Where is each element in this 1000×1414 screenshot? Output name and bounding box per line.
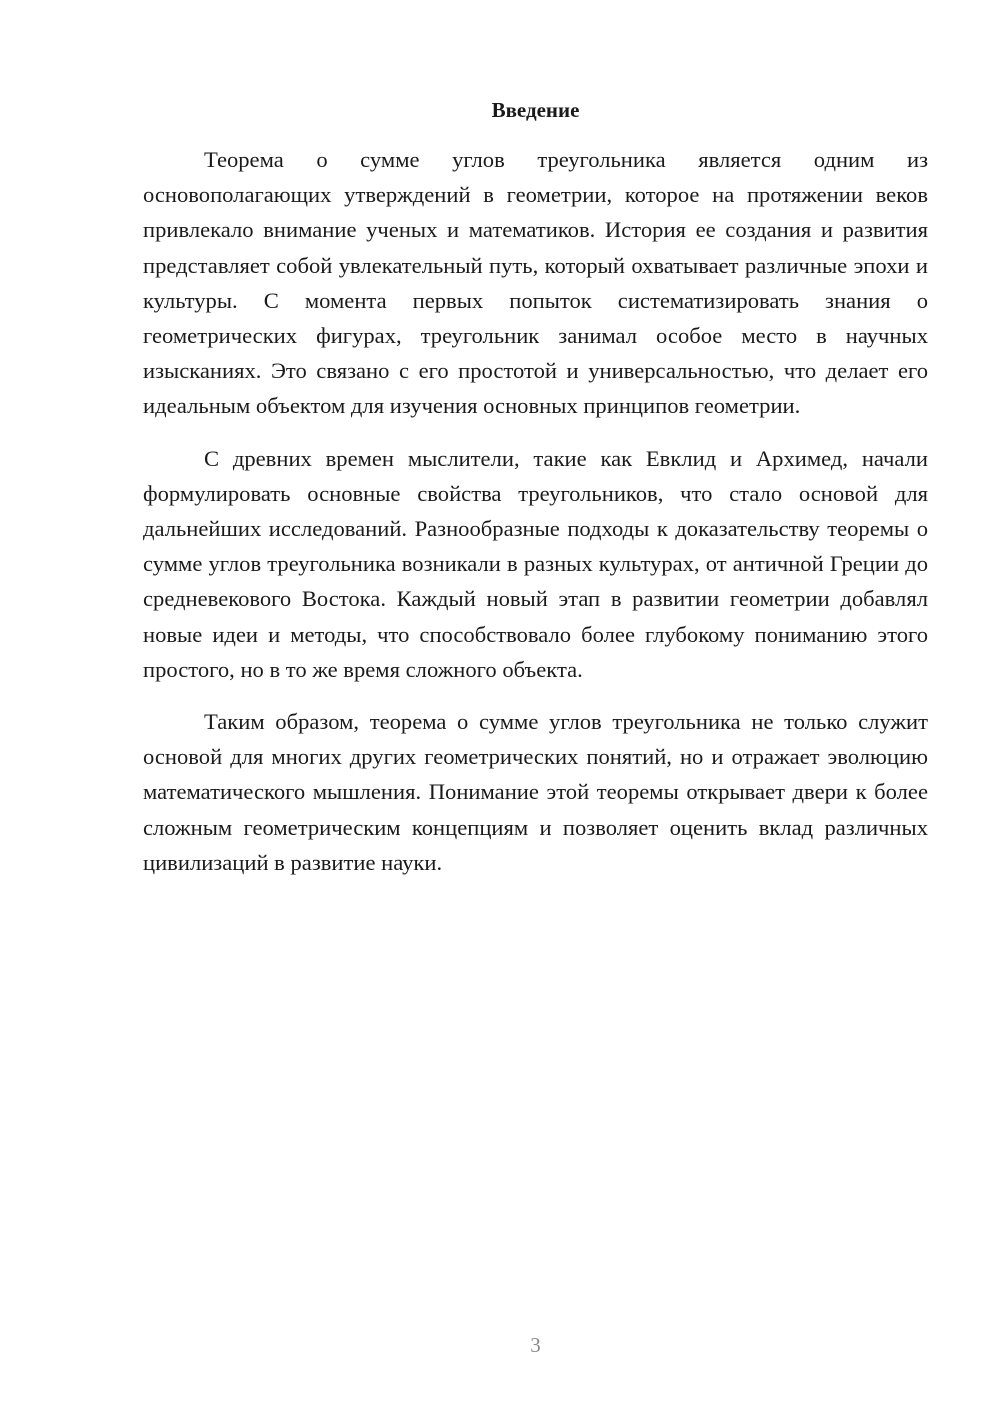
paragraph-2: С древних времен мыслители, такие как Евклид и Архимед, начали формулировать основные свойства треугольников, что стало основой для дальнейших исследований. Разнообразные подходы к доказательству теоремы о сумме углов треугольника возникали в разных культурах, от античной Греции до средневекового Востока. Каждый новый этап в развитии геометрии добавлял новые идеи и методы, что способствовало более глубокому пониманию этого простого, но в то же время сложного объекта. (143, 445, 928, 682)
paragraph-1: Теорема о сумме углов треугольника является одним из основополагающих утверждений в геометрии, которое на протяжении веков привлекало внимание ученых и математиков. История ее создания и развития представляет собой увлекательный путь, который охватывает различные эпохи и культуры. С момента первых попыток систематизировать знания о геометрических фигурах, треугольник занимал особое место в научных изысканиях. Это связано с его простотой и универсальностью, что делает его идеальным объектом для изучения основных принципов геометрии. (143, 147, 928, 419)
page-number: 3 (530, 1333, 541, 1357)
body-text (143, 142, 928, 880)
section-heading: Введение (491, 98, 580, 122)
paragraph-3: Таким образом, теорема о сумме углов треугольника не только служит основой для многих других геометрических понятий, но и отражает эволюцию математического мышления. Понимание этой теоремы открывает двери к более сложным геометрическим концепциям и позволяет оценить вклад различных цивилизаций в развитие науки. (143, 709, 928, 875)
